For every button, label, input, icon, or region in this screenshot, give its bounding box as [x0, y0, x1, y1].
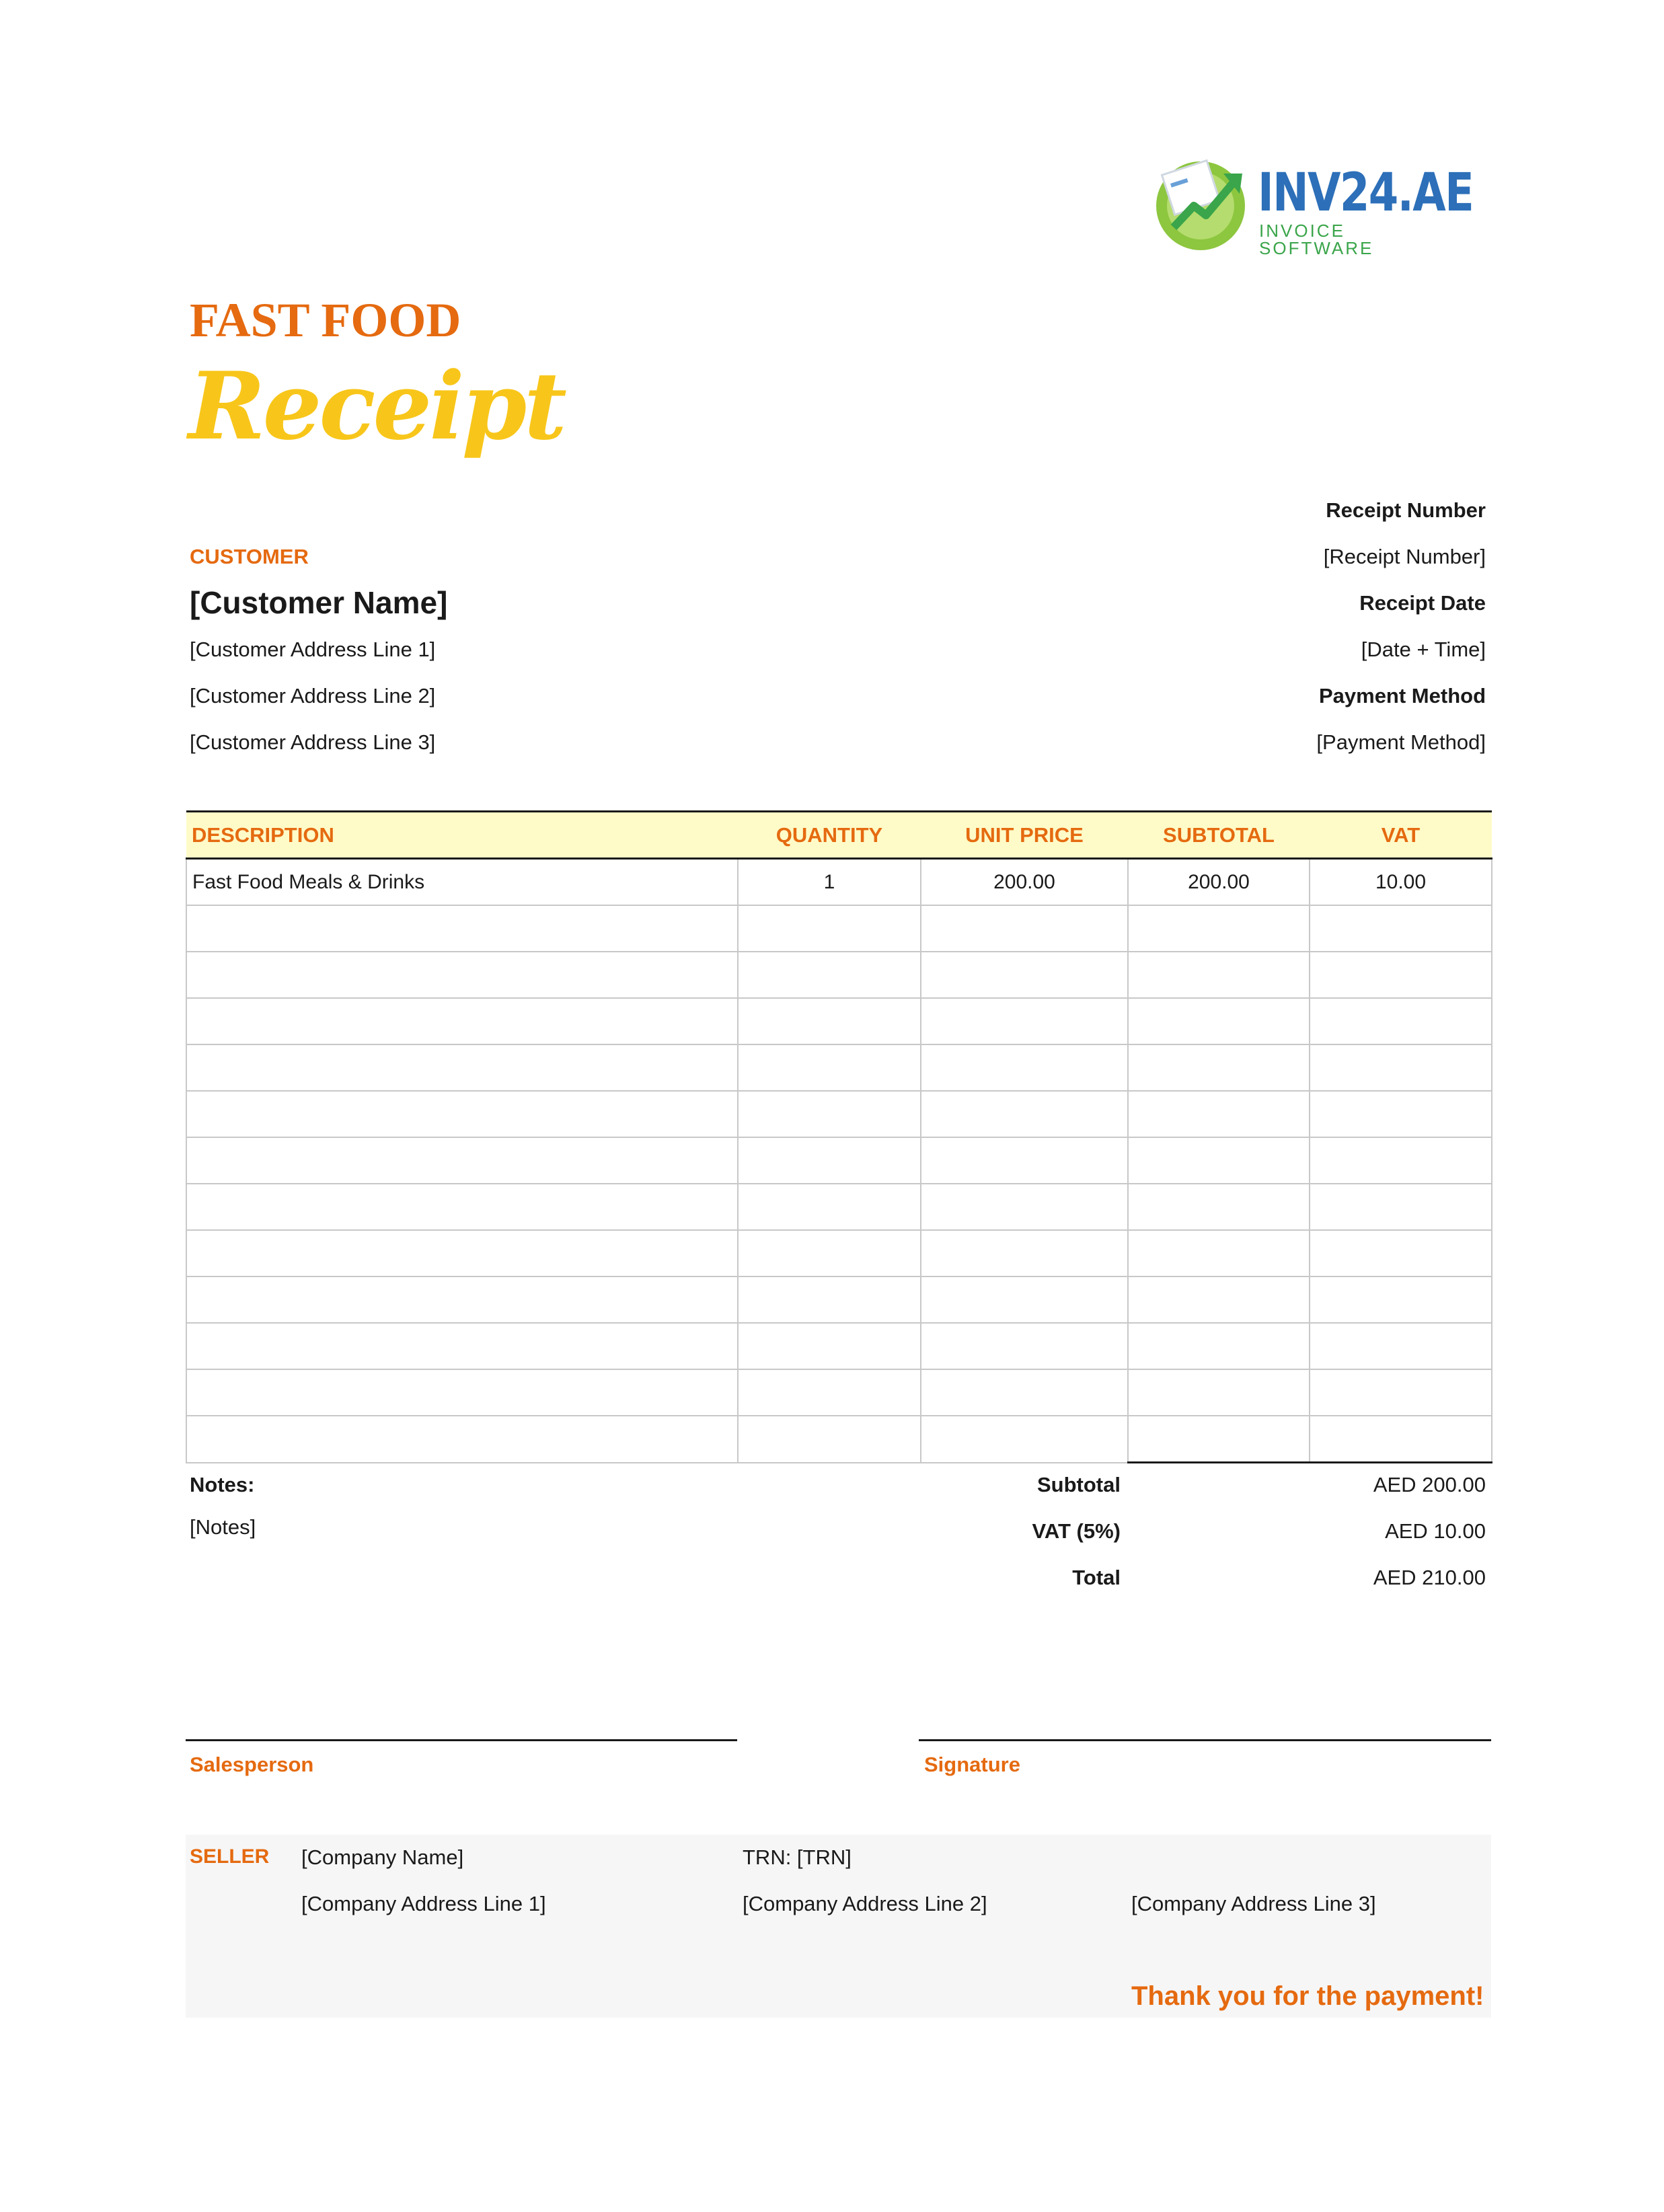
salesperson-line [186, 1739, 737, 1741]
table-row [186, 1276, 1492, 1323]
table-cell [1310, 1044, 1492, 1091]
receipt-date-label: Receipt Date [1359, 591, 1486, 615]
table-cell [738, 1416, 921, 1463]
item-description: Fast Food Meals & Drinks [186, 859, 738, 906]
table-cell [1128, 1276, 1310, 1323]
table-cell [186, 1323, 738, 1369]
signature-line [919, 1739, 1491, 1741]
table-cell [921, 1230, 1128, 1276]
table-row [186, 1323, 1492, 1369]
items-table [186, 810, 1492, 1463]
table-cell [186, 1369, 738, 1416]
table-cell [186, 1276, 738, 1323]
table-row [186, 952, 1492, 998]
table-cell [186, 952, 738, 998]
table-cell [1310, 1184, 1492, 1230]
table-cell [738, 1184, 921, 1230]
table-cell [1310, 1137, 1492, 1184]
table-cell [186, 1044, 738, 1091]
table-row [186, 1416, 1492, 1463]
table-cell [1128, 952, 1310, 998]
table-cell [738, 1137, 921, 1184]
table-row [186, 1184, 1492, 1230]
items-body [186, 859, 1492, 1463]
table-cell [1128, 1044, 1310, 1091]
table-header-row [186, 812, 1492, 859]
vat-value: AED 10.00 [1385, 1519, 1486, 1543]
company-address-line-1: [Company Address Line 1] [301, 1892, 546, 1915]
table-cell [1310, 1091, 1492, 1137]
table-cell [738, 905, 921, 952]
table-cell [1128, 1137, 1310, 1184]
table-cell [186, 1416, 738, 1463]
table-cell [738, 1091, 921, 1137]
receipt-number-label: Receipt Number [1326, 498, 1486, 522]
item-vat: 10.00 [1310, 859, 1492, 906]
customer-address-line-3: [Customer Address Line 3] [190, 730, 436, 754]
logo-subtitle: INVOICE SOFTWARE [1259, 221, 1374, 258]
table-cell [186, 1230, 738, 1276]
table-cell [186, 1091, 738, 1137]
table-cell [186, 1184, 738, 1230]
item-quantity: 1 [738, 859, 921, 906]
table-cell [1128, 1184, 1310, 1230]
customer-address-line-2: [Customer Address Line 2] [190, 684, 436, 708]
table-cell [1128, 905, 1310, 952]
company-logo [1154, 153, 1474, 258]
item-subtotal: 200.00 [1128, 859, 1310, 906]
table-cell [1128, 998, 1310, 1044]
table-cell [1128, 1323, 1310, 1369]
document-title: FAST FOOD [190, 293, 461, 347]
table-cell [921, 1323, 1128, 1369]
table-cell [921, 1276, 1128, 1323]
table-cell [921, 905, 1128, 952]
table-cell [1310, 1230, 1492, 1276]
table-cell [1310, 998, 1492, 1044]
seller-label: SELLER [190, 1845, 270, 1868]
table-cell [921, 1369, 1128, 1416]
customer-address-line-1: [Customer Address Line 1] [190, 638, 436, 661]
table-cell [1310, 1416, 1492, 1463]
table-cell [921, 1416, 1128, 1463]
table-cell [1310, 952, 1492, 998]
customer-label: CUSTOMER [190, 545, 309, 568]
company-name: [Company Name] [301, 1845, 464, 1869]
table-cell [1128, 1230, 1310, 1276]
column-header-quantity: QUANTITY [738, 812, 921, 859]
logo-title: INV24.AE [1258, 163, 1474, 223]
table-row [186, 1230, 1492, 1276]
thank-you-message: Thank you for the payment! [1131, 1981, 1484, 2011]
table-row [186, 1044, 1492, 1091]
company-address-line-2: [Company Address Line 2] [743, 1892, 987, 1915]
customer-name: [Customer Name] [190, 585, 448, 620]
table-cell [738, 1276, 921, 1323]
table-row [186, 1137, 1492, 1184]
table-cell [1310, 905, 1492, 952]
column-header-description: DESCRIPTION [186, 812, 738, 859]
table-cell [921, 1091, 1128, 1137]
table-cell [921, 952, 1128, 998]
table-cell [921, 1044, 1128, 1091]
table-cell [1310, 1369, 1492, 1416]
table-cell [738, 952, 921, 998]
table-cell [921, 1137, 1128, 1184]
table-cell [921, 1184, 1128, 1230]
notes-value: [Notes] [190, 1515, 256, 1539]
payment-method-label: Payment Method [1318, 684, 1486, 708]
notes-label: Notes: [190, 1473, 255, 1496]
table-row [186, 905, 1492, 952]
table-row [186, 859, 1492, 906]
table-cell [738, 1044, 921, 1091]
table-cell [1310, 1323, 1492, 1369]
vat-label: VAT (5%) [1032, 1519, 1121, 1543]
table-cell [1128, 1091, 1310, 1137]
table-cell [1128, 1369, 1310, 1416]
table-cell [1310, 1276, 1492, 1323]
table-cell [738, 1369, 921, 1416]
document-subtitle: Receipt [188, 351, 564, 461]
receipt-number-value: [Receipt Number] [1323, 545, 1486, 568]
payment-method-value: [Payment Method] [1316, 730, 1486, 754]
table-cell [186, 1137, 738, 1184]
column-header-subtotal: SUBTOTAL [1128, 812, 1310, 859]
table-cell [738, 998, 921, 1044]
table-row [186, 1369, 1492, 1416]
subtotal-value: AED 200.00 [1373, 1473, 1486, 1496]
table-cell [921, 998, 1128, 1044]
salesperson-label: Salesperson [190, 1753, 314, 1776]
column-header-unit-price: UNIT PRICE [921, 812, 1128, 859]
total-value: AED 210.00 [1373, 1566, 1486, 1589]
receipt-date-value: [Date + Time] [1361, 638, 1486, 661]
total-label: Total [1072, 1566, 1121, 1589]
table-cell [738, 1230, 921, 1276]
company-trn: TRN: [TRN] [743, 1845, 852, 1869]
table-row [186, 998, 1492, 1044]
table-cell [186, 905, 738, 952]
logo-icon [1154, 153, 1254, 254]
table-cell [1128, 1416, 1310, 1463]
company-address-line-3: [Company Address Line 3] [1131, 1892, 1376, 1915]
table-cell [186, 998, 738, 1044]
item-unit-price: 200.00 [921, 859, 1128, 906]
table-row [186, 1091, 1492, 1137]
table-cell [738, 1323, 921, 1369]
subtotal-label: Subtotal [1037, 1473, 1121, 1496]
column-header-vat: VAT [1310, 812, 1492, 859]
signature-label: Signature [924, 1753, 1020, 1776]
